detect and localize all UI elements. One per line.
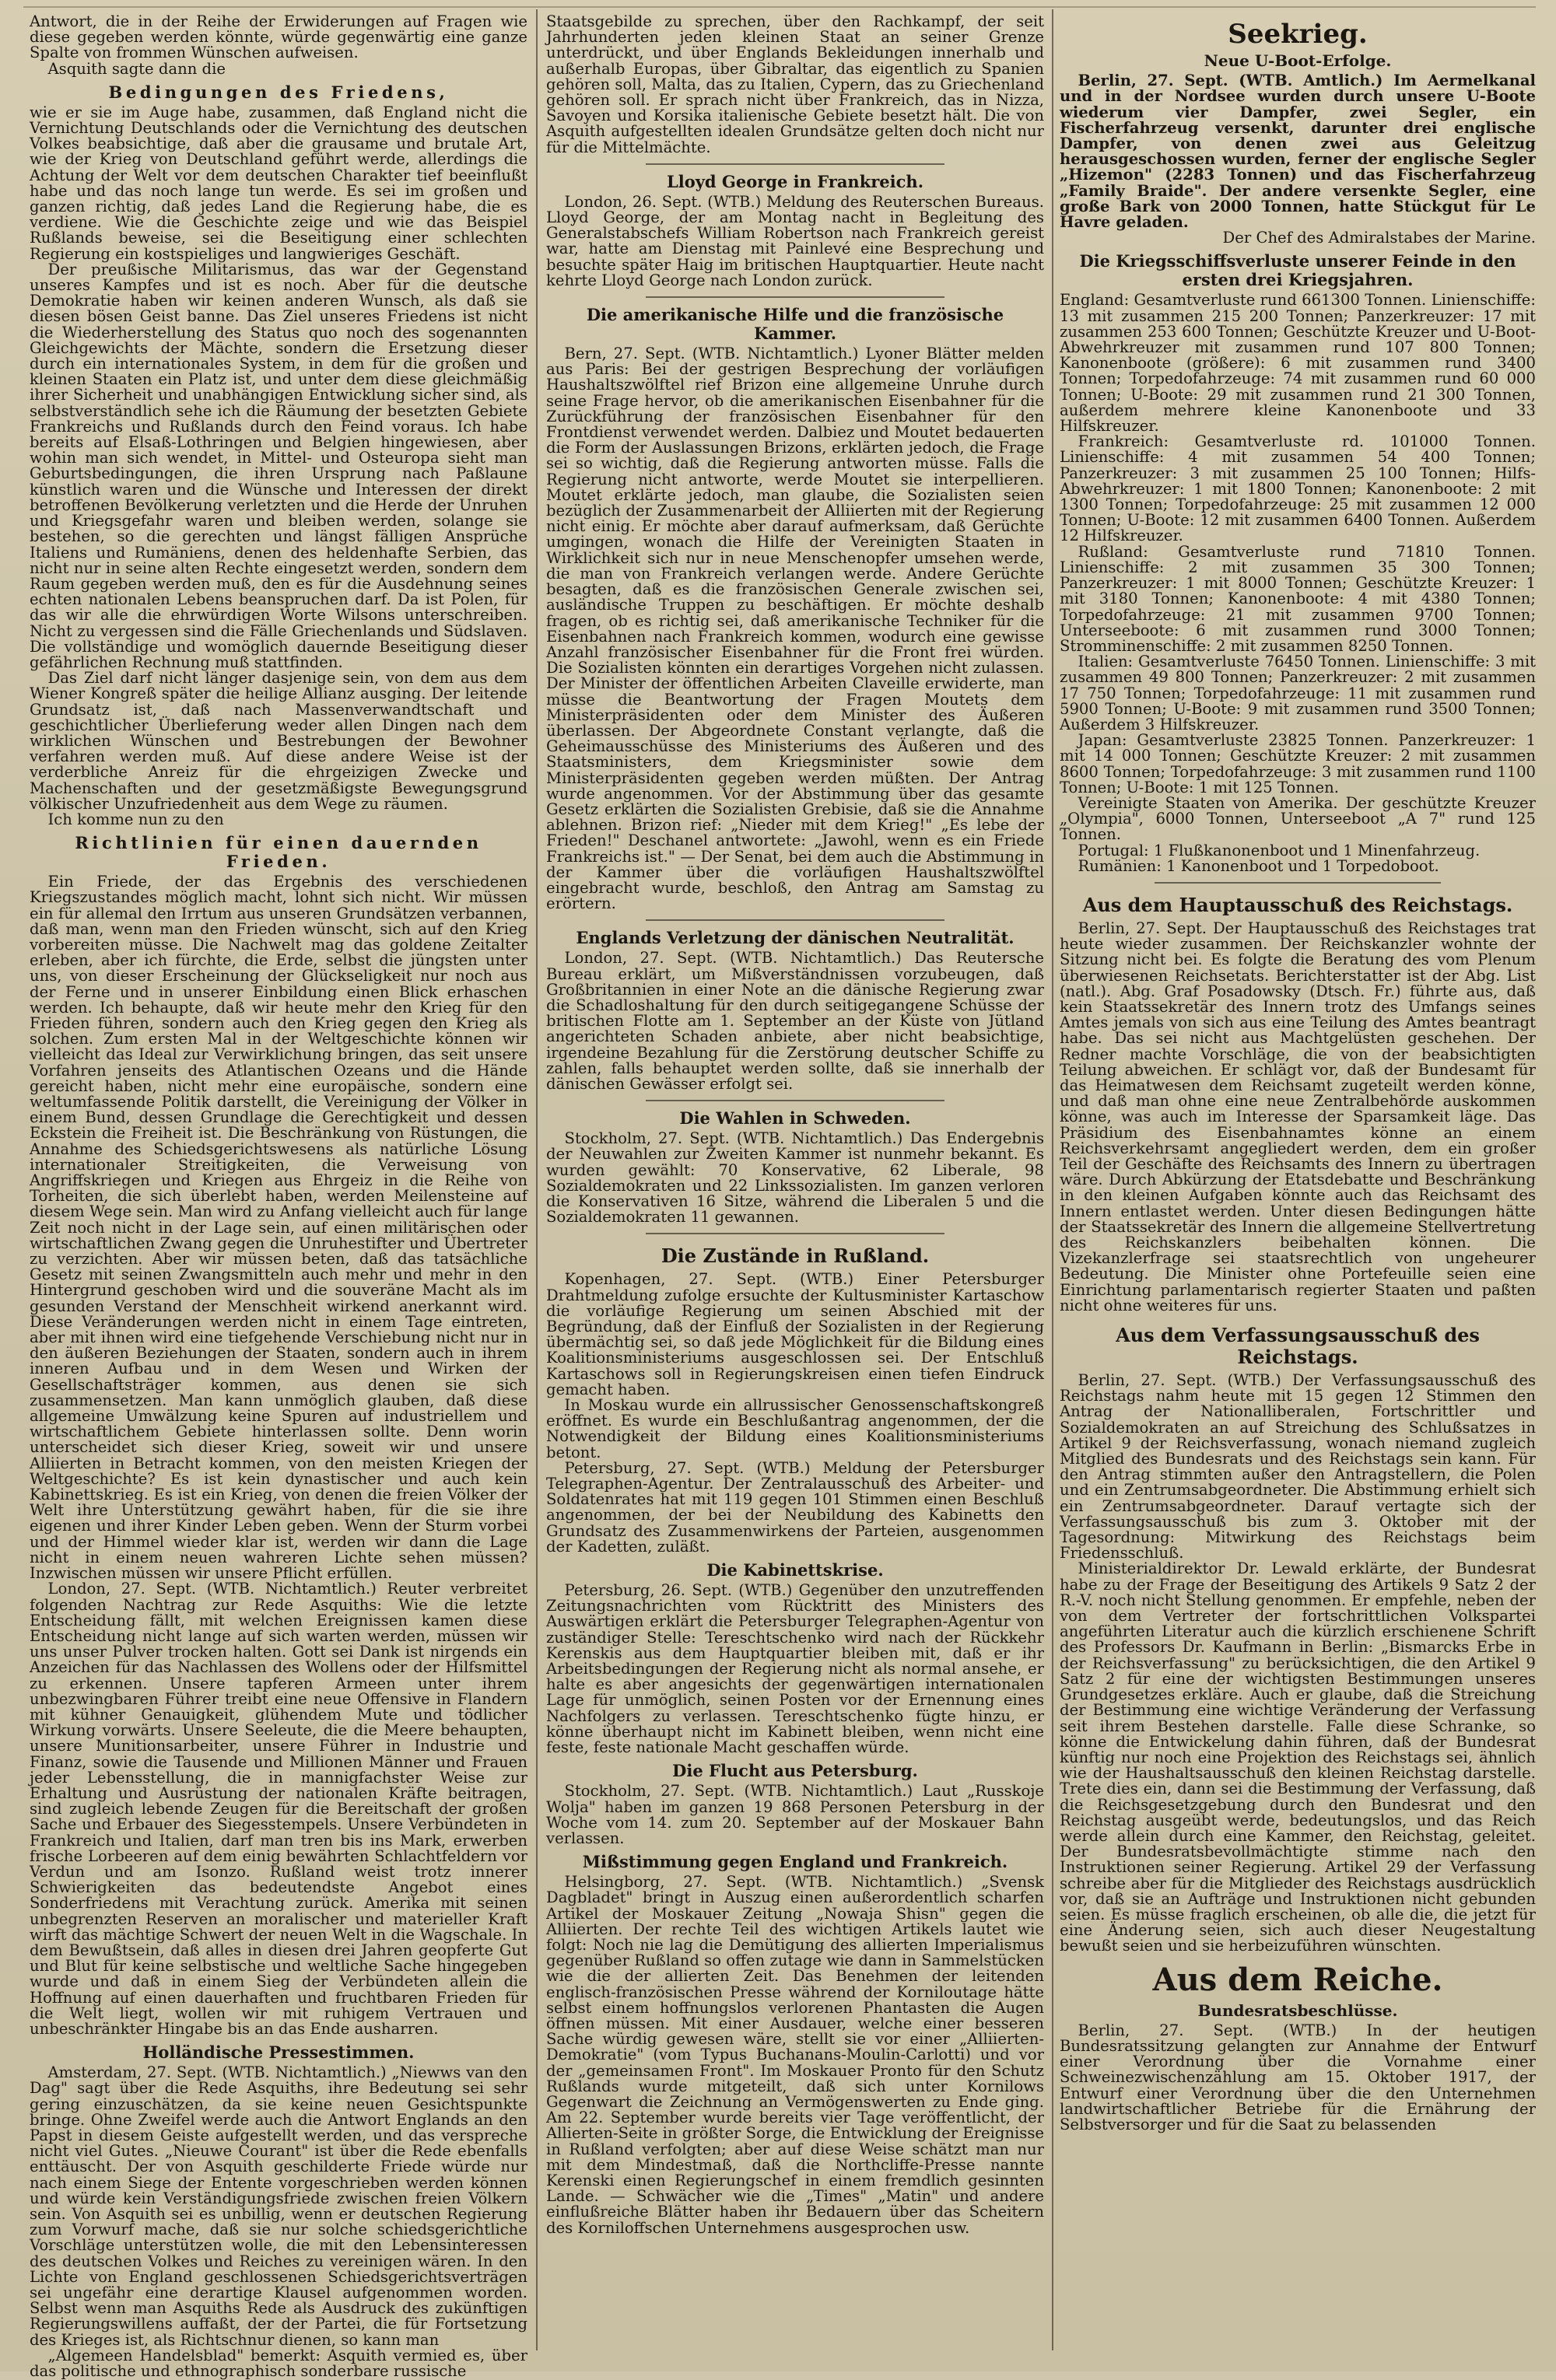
paragraph: Frankreich: Gesamtverluste rd. 101000 Tonnen. Linienschiffe: 4 mit zusammen 54 400 Tonnen; Panzerkreuzer: 3 mit zusammen 25 100 Tonnen; Hilfs-Abwehrkreuzer: 1 mit 1800 Tonnen; Kanonenboote: 2 mit 1300 Tonnen; Torpedofahrzeuge: 25 mit zusammen 12 000 Tonnen; U-Boote: 12 mit zusammen 6400 Tonnen. Außerdem 12 Hilfskreuzer.: [1060, 432, 1536, 545]
paragraph: Berlin, 27. Sept. Der Hauptausschuß des Reichstages trat heute wieder zusammen. Der Reichskanzler wohnte der Sitzung nicht bei. Es folgte die Beratung des vom Plenum überwiesenen Reichsetats. Berichterstatter ist der Abg. List (natl.). Abg. Graf Posadowsky (Dtsch. Fr.) führte aus, daß kein Staatssekretär des Innern trotz des Umfangs seines Amtes jemals von sich aus eine Teilung des Amtes beantragt habe. Das sei nicht aus Machtgelüsten geschehen. Der Redner machte Vorschläge, die von der beabsichtigten Teilung abweichen. Er schlägt vor, daß der Bundesamt für das Heimatwesen dem Reichsamt zugeteilt werden könne, und daß man ohne eine neue Zentralbehörde auskommen könne, was auch im Interesse der Sparsamkeit läge. Das Präsidium des Eisenbahnamtes könne an einem Reichsverkehrsamt angegliedert werden, dem ein großer Teil der Geschäfte des Reichsamts des Innern zu übertragen wäre. Durch Abkürzung der Etatsdebatte und Beschränkung in den kleinen Aufgaben könnte auch das Reichsamt des Innern entlastet werden. Unter diesen Bedingungen hätte der Staatssekretär des Innern die allgemeine Stellvertretung des Reichskanzlers beibehalten können. Die Vizekanzlerfrage sei staatsrechtlich von ungeheurer Bedeutung. Die Minister ohne Portefeuille seien eine Einrichtung parlamentarisch regierter Staaten und paßten nicht ohne weiteres für uns.: [1060, 919, 1536, 1314]
column-right: [1060, 14, 1536, 2347]
heading-wahlen-schweden: Die Wahlen in Schweden.: [679, 1108, 911, 1129]
heading-kriegsschiffsverluste: Die Kriegsschiffsverluste unserer Feinde in den ersten drei Kriegsjahren.: [1079, 251, 1516, 290]
paragraph: Amsterdam, 27. Sept. (WTB. Nichtamtlich.) „Niewws van den Dag" sagt über die Rede Asquiths, ihre Bedeutung sei sehr gering einzuschätzen, da sie keine neuen Gesichtspunkte bringe. Ohne Zweifel werde auch die Antwort Englands an den Papst in diesem Geiste aufgestellt werden, und das verspreche nicht viel Gutes. „Nieuwe Courant" ist über die Rede ebenfalls enttäuscht. Der von Asquith geschilderte Friede würde nur nach einem Siege der Entente vorgeschrieben werden können und würde kein Verständigungsfriede zwischen freien Völkern sein. Von Asquith sei es unbillig, wenn er deutschen Regierung zum Vorwurf mache, daß sie nur solche schiedsgerichtliche Vorschläge unterstützen wolle, die mit den Lebensinteressen des deutschen Volkes und Reiches zu vereinigen wären. In den Lichte von England geschlossenen Schiedsgerichtsverträgen sei ungefähr eine derartige Klausel aufgenommen worden. Selbst wenn man Asquiths Rede als Ausdruck des zukünftigen Regierungswillens auffaßt, der der Partei, die für Fortsetzung des Krieges ist, als Richtschnur dienen, so kann man: [30, 2063, 527, 2349]
heading-verfassungsausschuss: Aus dem Verfassungsausschuß des Reichstags.: [1116, 1324, 1480, 1369]
paragraph: London, 27. Sept. (WTB. Nichtamtlich.) Reuter verbreitet folgenden Nachtrag zur Rede Asquiths: Wie die letzte Entscheidung fällt, mit welchen Ereignissen kamen diese Entscheidung nicht lange auf sich warten werden, müssen wir uns unser Pulver trocken halten. Gott sei Dank ist nirgends ein Anzeichen für das Nachlassen des Wollens oder der Hilfsmittel zu erkennen. Unsere tapferen Armeen unter ihrem unbezwingbaren Führer treibt eine neue Offensive in Flandern mit kühner Genauigkeit, glühendem Mute und tödlicher Wirkung vorwärts. Unsere Seeleute, die die Meere behaupten, unsere Munitionsarbeiter, unsere Führer in Industrie und Finanz, sowie die Tausende und Millionen Männer und Frauen jeder Lebensstellung, die in mannigfachster Weise zur Erhaltung und Ausrüstung der nationalen Kräfte beitragen, sind zugleich lebende Zeugen für die Bereitschaft der großen Sache und Erbauer des Siegesstempels. Unsere Verbündeten in Frankreich und Italien, darf man tren bis ins Mark, erwerben frische Lorbeeren auf dem einig bewährten Schlachtfeldern vor Verdun und am Isonzo. Rußland weist trotz innerer Schwierigkeiten das bedeutendste Angebot eines Sonderfriedens mit Verachtung zurück. Amerika mit seinen unbegrenzten Reserven an moralischer und materieller Kraft wirft das mächtige Schwert der neuen Welt in die Wagschale. In dem Bewußtsein, daß alles in diesen drei Jahren geopferte Gut und Blut für keine selbstische und weltliche Sache hingegeben wurde und daß in einem Sieg der Verbündeten allein die Hoffnung auf einen dauerhaften und fruchtbaren Frieden für die Welt liegt, wollen wir mit ruhigem Vertrauen und unbeschränkter Hingabe bis an das Ende ausharren.: [30, 1580, 527, 2038]
heading-lloyd-george: Lloyd George in Frankreich.: [666, 171, 924, 191]
paragraph: Stockholm, 27. Sept. (WTB. Nichtamtlich.) Laut „Russkoje Wolja" haben im ganzen 19 868 Personen Petersburg in der Woche vom 14. zum 20. September auf der Moskauer Bahn verlassen.: [546, 1782, 1044, 1847]
paragraph: Rußland: Gesamtverluste rund 71810 Tonnen. Linienschiffe: 2 mit zusammen 35 300 Tonnen; Panzerkreuzer: 1 mit 8000 Tonnen; Geschützte Kreuzer: 1 mit 3180 Tonnen; Kanonenboote: 4 mit 4380 Tonnen; Torpedofahrzeuge: 21 mit zusammen 9700 Tonnen; Unterseeboote: 6 mit zusammen rund 3000 Tonnen; Stromminenschiffe: 2 mit zusammen 8250 Tonnen.: [1060, 542, 1536, 655]
heading-missstimmung: Mißstimmung gegen England und Frankreich.: [582, 1852, 1008, 1872]
paragraph: Stockholm, 27. Sept. (WTB. Nichtamtlich.) Das Endergebnis der Neuwahlen zur Zweiten Kammer ist nunmehr bekannt. Es wurden gewählt: 70 Konservative, 62 Liberale, 98 Sozialdemokraten und 22 Linkssozialisten. Im ganzen verloren die Konservativen 16 Sitze, während die Liberalen 5 und die Sozialdemokraten 11 gewannen.: [546, 1129, 1044, 1227]
paragraph: Bern, 27. Sept. (WTB. Nichtamtlich.) Lyoner Blätter melden aus Paris: Bei der gestrigen Besprechung der vorläufigen Haushaltszwölftel rief Brizon eine allgemeine Unruhe durch seine Frage hervor, ob die amerikanischen Eisenbahner für die Zurückführung der französischen Eisenbahner für den Frontdienst verwendet werden. Dalbiez und Moutet bedauerten die Form der Auslassungen Brizons, erklärten jedoch, die Frage sei so wichtig, daß die Regierung antworten müsse. Falls die Regierung nicht antworte, werde Moutet sie interpellieren. Moutet erklärte jedoch, man glaube, die Sozialisten seien bezüglich der Zusammenarbeit der Alliierten mit der Regierung nicht einig. Er möchte aber darauf aufmerksam, daß Gerüchte umgingen, wonach die Hilfe der Vereinigten Staaten in Wirklichkeit sich nur in neue Menschenopfer umsehen werde, die man von Frankreich verlangen werde. Andere Gerüchte besagten, daß es die französischen Generale zwischen sei, ausländische Truppen zu beschäftigen. Er möchte deshalb fragen, ob es richtig sei, daß amerikanische Techniker für die Eisenbahnen nach Frankreich kommen, wodurch eine gewisse Anzahl französischer Eisenbahner für die Front frei würden. Die Sozialisten könnten ein derartiges Vorgehen nicht zulassen. Der Minister der öffentlichen Arbeiten Claveille erwiderte, man müsse die Beantwortung der Fragen Moutets dem Ministerpräsidenten oder dem Minister des Äußeren überlassen. Der Abgeordnete Constant verlangte, daß die Geheimausschüsse des Ministeriums des Äußeren und des Staatsministers, dem Kriegsminister sowie dem Ministerpräsidenten gegeben werden müßten. Der Antrag wurde angenommen. Vor der Abstimmung über das gesamte Gesetz erklärten die Sozialisten Grebisie, daß sie die Annahme ablehnen. Brizon rief: „Nieder mit dem Krieg!" „Es lebe der Frieden!" Deschanel antwortete: „Jawohl, wenn es ein Friede Frankreichs ist." — Der Senat, bei dem auch die Abstimmung in der Kammer über die vorläufigen Haushaltszwölftel eingebracht wurde, beschloß, den Antrag am Samstag zu erörtern.: [546, 345, 1044, 913]
paragraph: London, 27. Sept. (WTB. Nichtamtlich.) Das Reutersche Bureau erklärt, um Mißverständnissen vorzubeugen, daß Großbritannien in einer Note an die dänische Regierung zwar die Schadloshaltung für den durch seitigegangene Schüsse der britischen Flotte am 1. September an der Küste von Jütland angerichteten Schaden anbiete, aber nicht beabsichtige, irgendeine Bezahlung für die Zerstörung deutscher Schiffe zu zahlen, falls behauptet werden sollte, daß sie innerhalb der dänischen Gewässer erfolgt sei.: [546, 949, 1044, 1093]
paragraph: Berlin, 27. Sept. (WTB.) Der Verfassungsausschuß des Reichstags nahm heute mit 15 gegen 12 Stimmen den Antrag der Nationalliberalen, Fortschrittler und Sozialdemokraten an auf Streichung des Schlußsatzes in Artikel 9 der Reichsverfassung, wonach niemand zugleich Mitglied des Bundesrats und des Reichstags sein kann. Für den Antrag stimmten außer den Antragstellern, die Polen und ein Zentrumsabgeordneter. Die Abstimmung erhielt sich ein Zentrumsabgeordneter. Darauf vertagte sich der Verfassungsausschuß bis zum 3. Oktober mit der Tagesordnung: Mitwirkung des Reichstags beim Friedensschluß.: [1060, 1371, 1536, 1563]
paragraph: Kopenhagen, 27. Sept. (WTB.) Einer Petersburger Drahtmeldung zufolge ersuchte der Kultusminister Kartaschow die vorläufige Regierung um seinen Abschied mit der Begründung, daß der Einfluß der Sozialisten in der Regierung übermächtig sei, so daß jede Möglichkeit für die Bildung eines Koalitionsministeriums ausgeschlossen sei. Der Entschluß Kartaschows soll in Regierungskreisen einen tiefen Eindruck gemacht haben.: [546, 1270, 1044, 1398]
heading-flucht-petersburg: Die Flucht aus Petersburg.: [672, 1761, 918, 1781]
subheading-richtlinien: Richtlinien für einen dauernden Frieden.: [75, 833, 482, 872]
column-middle: [546, 14, 1044, 2347]
column-rule-right: [1052, 9, 1053, 2350]
paragraph: Helsingborg, 27. Sept. (WTB. Nichtamtlich.) „Svensk Dagbladet" bringt in Auszug einen außerordentlich scharfen Artikel der Moskauer Zeitung „Nowaja Shisn" gegen die Alliierten. Der rechte Teil des wichtigen Artikels lautet wie folgt: Noch nie lag die Demütigung des allierten Imperialismus gegenüber Rußland so offen zutage wie dann in Sammelstücken wie die der allierten Zeit. Das Benehmen der leitenden englisch-französischen Presse während der Korniloutage hätte selbst einem hoffnungslos verlorenen Phantasten die Augen öffnen müssen. Mit einer Ausdauer, welche einer besseren Sache würdig gewesen wäre, stellt sie vor einer „Alliierten-Demokratie" (vom Typus Buchanans-Moulin-Carlotti) und vor der „gemeinsamen Front". Im Moskauer Pronto für den Schutz Rußlands wurde mitgeteilt, daß sich unter Kornilows Gegenwart die Zeichnung an Vermögenswerten zu Ende ging. Am 22. September wurde bereits vier Tage veröffentlicht, der Allierten-Seite in größter Sorge, die Entwicklung der Ereignisse in Rußland verfolgten; aber auf diese Weise schätzt man nur mit dem Mindestmaß, daß die Northcliffe-Presse nannte Kerenski einen Regierungschef in einem fremdlich gesinnten Lande. — Schwächer wie die „Times" „Matin" und andere einflußreiche Blätter haben ihr Bedauern über das Scheitern des Korniloffschen Unternehmens ausgesprochen usw.: [546, 1873, 1044, 2237]
subheading-bedingungen: Bedingungen des Friedens,: [108, 82, 449, 102]
subheading-uboot-erfolge: Neue U-Boot-Erfolge.: [1204, 51, 1392, 70]
heading-amerikanische-hilfe: Die amerikanische Hilfe und die französische Kammer.: [586, 305, 1004, 344]
paragraph: In Moskau wurde ein allrussischer Genossenschaftskongreß eröffnet. Es wurde ein Beschlußantrag angenommen, der die Notwendigkeit der Bildung eines Koalitionsministeriums betont.: [546, 1396, 1044, 1461]
column-left: [30, 12, 527, 2380]
paragraph: Das Ziel darf nicht länger dasjenige sein, von dem aus dem Wiener Kongreß später die heilige Allianz ausging. Der leitende Grundsatz ist, daß nach Massenverwandtschaft und geschichtlicher Überlieferung weder allen Dingen nach dem wirklichen Wünschen und Bestrebungen der Bewohner verfahren werden muß. Auf diese andere Weise ist der verderbliche Anreiz für die ehrgeizigen Zwecke und Machenschaften und der gesetzmäßigste Bewegungsgrund völkischer Unzufriedenheit aus dem Wege zu räumen.: [30, 669, 527, 813]
paragraph: „Algemeen Handelsblad" bemerkt: Asquith vermied es, über das politische und ethnographisch sonderbare russische: [30, 2346, 527, 2380]
paragraph: London, 26. Sept. (WTB.) Meldung des Reuterschen Bureaus. Lloyd George, der am Montag nacht in Begleitung des Generalstabschefs William Robertson nach Frankreich gereist war, hatte am Dienstag mit Painlevé eine Besprechung und besuchte später Haig im britischen Hauptquartier. Heute nacht kehrte Lloyd George nach London zurück.: [546, 192, 1044, 289]
paragraph: Staatsgebilde zu sprechen, über den Rachkampf, der seit Jahrhunderten jeden kleinen Staat an seiner Grenze unterdrückt, und über Englands Bekleidungen innerhalb und außerhalb Europas, über Gibraltar, das eigentlich zu Spanien gehören soll, Malta, das zu Italien, Cypern, das zu Griechenland gehören soll. Er sprach nicht über Frankreich, das in Nizza, Savoyen und Korsika italienische Gebiete besetzt hält. Die von Asquith aufgestellten idealen Grundsätze gelten doch nicht nur für die Mittelmächte.: [546, 12, 1044, 156]
paragraph: Ein Friede, der das Ergebnis des verschiedenen Kriegszustandes möglich macht, lohnt sich nicht. Wir müssen ein für allemal den Irrtum aus unseren Grundsätzen verbannen, daß man, wenn man den Frieden wünscht, sich auf den Krieg vorbereiten müsse. Die Nachwelt mag das goldene Zeitalter erleben, aber ich fürchte, die Erde, selbst die jüngsten unter uns, von dieser Erscheinung der Glückseligkeit nur noch aus der Ferne und in unserer Einbildung einen Blick erhaschen werden. Ich behaupte, daß wir heute mehr den Krieg für den Frieden führen, sondern auch den Krieg gegen den Krieg als solchen. Zum ersten Mal in der Weltgeschichte können wir vielleicht das Ideal zur Verwirklichung bringen, das seit unsere Vorfahren jenseits des Atlantischen Ozeans und die Hände gereicht haben, nicht mehr eine europäische, sondern eine weltumfassende Politik darstellt, die Vereinigung der Völker in einem Bund, dessen Grundlage die Gerechtigkeit und dessen Eckstein die Freiheit ist. Die Beschränkung von Rüstungen, die Annahme des Schiedsgerichtswesens als natürliche Lösung internationaler Streitigkeiten, die Verweisung von Angriffskriegen und Kriegen aus Ehrgeiz in die Reihe von Torheiten, die sich überlebt haben, werden Meilensteine auf diesem Wege sein. Man wird zu Anfang vielleicht auch für lange Zeit noch nicht in der Lage sein, auf einen militärischen oder wirtschaftlichen Zwang gegen die Unruhestifter und Übertreter zu verzichten. Aber wir müssen beten, daß das tatsächliche Gesetz mit seinen Zwangsmitteln auch mehr und mehr in den Hintergrund geschoben wird und die souveräne Macht als im gesunden Verstand der Menschheit wirkend anerkannt wird. Diese Veränderungen werden nicht in einem Tage eintreten, aber mit ihnen wird eine tiefgehende Verschiebung nicht nur in den äußeren Beziehungen der Staaten, sondern auch in ihrem inneren Aufbau und in dem Wesen und Wirken der Gesellschaftsträger kommen, aus denen sie sich zusammensetzen. Man kann unmöglich glauben, daß diese allgemeine Umwälzung keine Spuren auf industriellem und wirtschaftlichem Gebiete hinterlassen sollte. Denn worin unterscheidet sich dieser Krieg, soweit wir und unsere Alliierten in Betracht kommen, von den meisten Kriegen der Weltgeschichte? Es ist kein dynastischer und auch kein Kabinettskrieg. Es ist ein Krieg, von denen die freien Völker der Welt ihre Unterstützung gewährt haben, für die sie ihre eigenen und ihrer Kinder Leben geben. Wenn der Sturm vorbei und der Himmel wieder klar ist, werden wir dann die Lage nicht in einem neuen wahreren Lichte sehen müssen? Inzwischen müssen wir unsere Pflicht erfüllen.: [30, 873, 527, 1583]
section-separator: [1155, 882, 1440, 884]
paragraph: Ministerialdirektor Dr. Lewald erklärte, der Bundesrat habe zu der Frage der Beseitigung des Artikels 9 Satz 2 der R.-V. noch nicht Stellung genommen. Er empfehle, neben der von dem Vertreter der fortschrittlichen Volkspartei angeführten Literatur auch die kürzlich erschienene Schrift des Professors Dr. Kaufmann in Berlin: „Bismarcks Erbe in der Reichsverfassung" zu berücksichtigen, die den Artikel 9 Satz 2 für eine der wichtigsten Bestimmungen unseres Grundgesetzes erkläre. Auch er glaube, daß die Streichung der Bestimmung eine wichtige Veränderung der Verfassung seit ihrem Bestehen darstelle. Falle diese Schranke, so könne die Entwickelung dahin führen, daß der Bundesrat künftig nur noch eine Projektion des Reichstags sei, ähnlich wie der Haushaltsausschuß den kleinen Reichstag darstelle. Trete dies ein, dann sei die Bestimmung der Verfassung, daß die Reichsgesetzgebung durch den Bundesrat und den Reichstag ausgeübt werde, bedeutungslos, und das Reich werde allein durch eine Kammer, den Reichstag, geleitet. Der Bundesratsbevollmächtigte stimme nach den Instruktionen seiner Regierung. Artikel 29 der Verfassung schreibe aber für die Mitglieder des Reichstags ausdrücklich vor, daß sie an Aufträge und Instruktionen nicht gebunden seien. Es müsse fraglich erscheinen, ob alle die, die jetzt für eine Änderung seien, sich auch dieser Neugestaltung bewußt seien und sie herbeizuführen wünschten.: [1060, 1559, 1536, 1955]
paragraph: Petersburg, 27. Sept. (WTB.) Meldung der Petersburger Telegraphen-Agentur. Der Zentralausschuß des Arbeiter- und Soldatenrates hat mit 119 gegen 101 Stimmen einen Beschluß angenommen, der bei der Neubildung des Kabinetts den Grundsatz des Zusammenwirkens der Parteien, ausgenommen der Kadetten, zuläßt.: [546, 1458, 1044, 1556]
paragraph: wie er sie im Auge habe, zusammen, daß England nicht die Vernichtung Deutschlands oder die Vernichtung des deutschen Volkes beabsichtige, daß aber die grausame und brutale Art, wie der Krieg von Deutschland geführt werde, allerdings die Achtung der Welt vor dem deutschen Charakter tief beeinflußt habe und das noch lange tun werde. Es sei im großen und ganzen richtig, daß jedes Land die Regierung habe, die es verdiene. Wie die Geschichte zeige und wie das Beispiel Rußlands beweise, sei die Beseitigung einer schlechten Regierung ein kostspieliges und langwieriges Geschäft.: [30, 103, 527, 263]
heading-zustaende-russland: Die Zustände in Rußland.: [661, 1244, 930, 1268]
paragraph: England: Gesamtverluste rund 661300 Tonnen. Linienschiffe: 13 mit zusammen 215 200 Tonnen; Panzerkreuzer: 17 mit zusammen 253 600 Tonnen; Geschützte Kreuzer und U-Boot-Abwehrkreuzer mit zusammen rund 107 800 Tonnen; Kanonenboote (größere): 6 mit zusammen rund 3400 Tonnen; Torpedofahrzeuge: 74 mit zusammen rund 60 000 Tonnen; U-Boote: 29 mit zusammen rund 21 300 Tonnen, außerdem mehrere kleine Kanonenboote und 33 Hilfskreuzer.: [1060, 291, 1536, 436]
section-separator: [646, 163, 944, 165]
paragraph: Antwort, die in der Reihe der Erwiderungen auf Fragen wie diese gegeben werden könnte, würde gegenwärtig eine ganze Spalte von frommen Wünschen aufweisen.: [30, 12, 527, 62]
paragraph: Japan: Gesamtverluste 23825 Tonnen. Panzerkreuzer: 1 mit 14 000 Tonnen; Geschützte Kreuzer: 2 mit zusammen 8600 Tonnen; Torpedofahrzeuge: 3 mit zusammen rund 1100 Tonnen; U-Boote: 1 mit 125 Tonnen.: [1060, 731, 1536, 796]
heading-hollaendische-pressestimmen: Holländische Pressestimmen.: [142, 2042, 415, 2063]
paragraph: Berlin, 27. Sept. (WTB. Amtlich.) Im Aermelkanal und in der Nordsee wurden durch unsere U-Boote wiederum vier Dampfer, zwei Segler, ein Fischerfahrzeug versenkt, darunter drei englische Dampfer, von denen zwei aus Geleitzug herausgeschossen wurden, ferner der englische Segler „Hizemon" (2283 Tonnen) und das Fischerfahrzeug „Family Braide". Der andere versenkte Segler, eine große Bark von 2000 Tonnen, hatte Stückgut für Le Havre geladen.: [1060, 72, 1536, 232]
paragraph: Der preußische Militarismus, das war der Gegenstand unseres Kampfes und ist es noch. Aber für die deutsche Demokratie haben wir keinen anderen Wunsch, als daß sie diesen bösen Geist banne. Das Ziel unseres Friedens ist nicht die Wiederherstellung des Status quo noch des sogenannten Gleichgewichts der Mächte, sondern die Ersetzung dieser durch ein internationales System, in dem für die großen und kleinen Staaten ein Platz ist, und unter dem diese gleichmäßig ihrer Sicherheit und unabhängigen Entwicklung sicher sind, als selbstverständlich sehe ich die Räumung der besetzten Gebiete Frankreichs und Rußlands durch den Feind voraus. Ich habe bereits auf Elsaß-Lothringen und Belgien hingewiesen, aber wohin man sich wendet, in Mittel- und Osteuropa sieht man Geburtsbedingungen, die ihren Ursprung nach Paßlaune künstlich waren und die Wünsche und Interessen der direkt betroffenen Bevölkerung verletzten und die Herde der Unruhen und Kriegsgefahr waren und bleiben werden, solange sie bestehen, so die gerechten und längst fälligen Ansprüche Italiens und Rumäniens, denen des heldenhafte Serbien, das nicht nur in seine alten Rechte eingesetzt werden, sondern dem Raum gegeben werden muß, den es für die Ausdehnung seines echten nationalen Lebens beanspruchen darf. Da ist Polen, für das wir alle die ehrwürdigen Worte Wilsons unterschreiben. Nicht zu vergessen sind die Fälle Griechenlands und Südslaven. Die vollständige und womöglich dauernde Beseitigung dieser gefährlichen Rechnung muß stattfinden.: [30, 260, 527, 671]
signature-line: Der Chef des Admiralstabes der Marine.: [1222, 229, 1536, 247]
column-rule-left: [536, 9, 538, 2350]
section-separator: [646, 919, 944, 921]
heading-seekrieg: Seekrieg.: [1228, 19, 1368, 50]
paragraph: Vereinigte Staaten von Amerika. Der geschützte Kreuzer „Olympia", 6000 Tonnen, Unterseeboot „A 7" rund 125 Tonnen.: [1060, 793, 1536, 844]
paragraph: Portugal: 1 Flußkanonenboot und 1 Minenfahrzeug.: [1078, 841, 1481, 859]
heading-englands-verletzung: Englands Verletzung der dänischen Neutralität.: [576, 928, 1015, 948]
top-rule: [23, 6, 1536, 8]
paragraph: Berlin, 27. Sept. (WTB.) In der heutigen Bundesratssitzung gelangten zur Annahme der Entwurf einer Verordnung über die Vornahme einer Schweinezwischenzählung am 15. Oktober 1917, der Entwurf einer Verordnung über die den Unternehmen landwirtschaftlicher Betriebe für die Ernährung der Selbstversorger und für die Saat zu belassenden: [1060, 2021, 1536, 2133]
heading-aus-dem-reiche: Aus dem Reiche.: [1152, 1961, 1443, 1998]
section-separator: [646, 1233, 944, 1234]
section-separator: [646, 1100, 944, 1101]
paragraph: Petersburg, 26. Sept. (WTB.) Gegenüber den unzutreffenden Zeitungsnachrichten vom Rücktritt des Ministers des Auswärtigen erklärt die Petersburger Telegraphen-Agentur von zuständiger Stelle: Tereschtschenko wird nach der Rückkehr Kerenskis aus dem Hauptquartier bleiben mit, daß er ihr Arbeitsbedingungen der Regierung nicht als normal ansehe, er halte es aber angesichts der gegenwärtigen internationalen Lage für unmöglich, seinen Posten vor der Ernennung eines Nachfolgers zu verlassen. Tereschtschenko fügte hinzu, er könne überhaupt nicht im Kabinett bleiben, wenn nicht eine feste, feste nationale Macht geschaffen würde.: [546, 1581, 1044, 1757]
heading-hauptausschuss: Aus dem Hauptausschuß des Reichstags.: [1082, 893, 1513, 916]
paragraph: Ich komme nun zu den: [47, 810, 224, 828]
section-separator: [646, 296, 944, 298]
subheading-bundesratsbeschluesse: Bundesratsbeschlüsse.: [1197, 2000, 1398, 2020]
heading-kabinettskrise: Die Kabinettskrise.: [706, 1560, 884, 1580]
paragraph: Rumänien: 1 Kanonenboot und 1 Torpedoboot.: [1078, 856, 1439, 875]
paragraph: Italien: Gesamtverluste 76450 Tonnen. Linienschiffe: 3 mit zusammen 49 800 Tonnen; Panzerkreuzer: 2 mit zusammen 17 750 Tonnen; Torpedofahrzeuge: 11 mit zusammen rund 5900 Tonnen; U-Boote: 9 mit zusammen rund 3500 Tonnen; Außerdem 3 Hilfskreuzer.: [1060, 653, 1536, 733]
paragraph: Asquith sagte dann die: [47, 59, 226, 78]
